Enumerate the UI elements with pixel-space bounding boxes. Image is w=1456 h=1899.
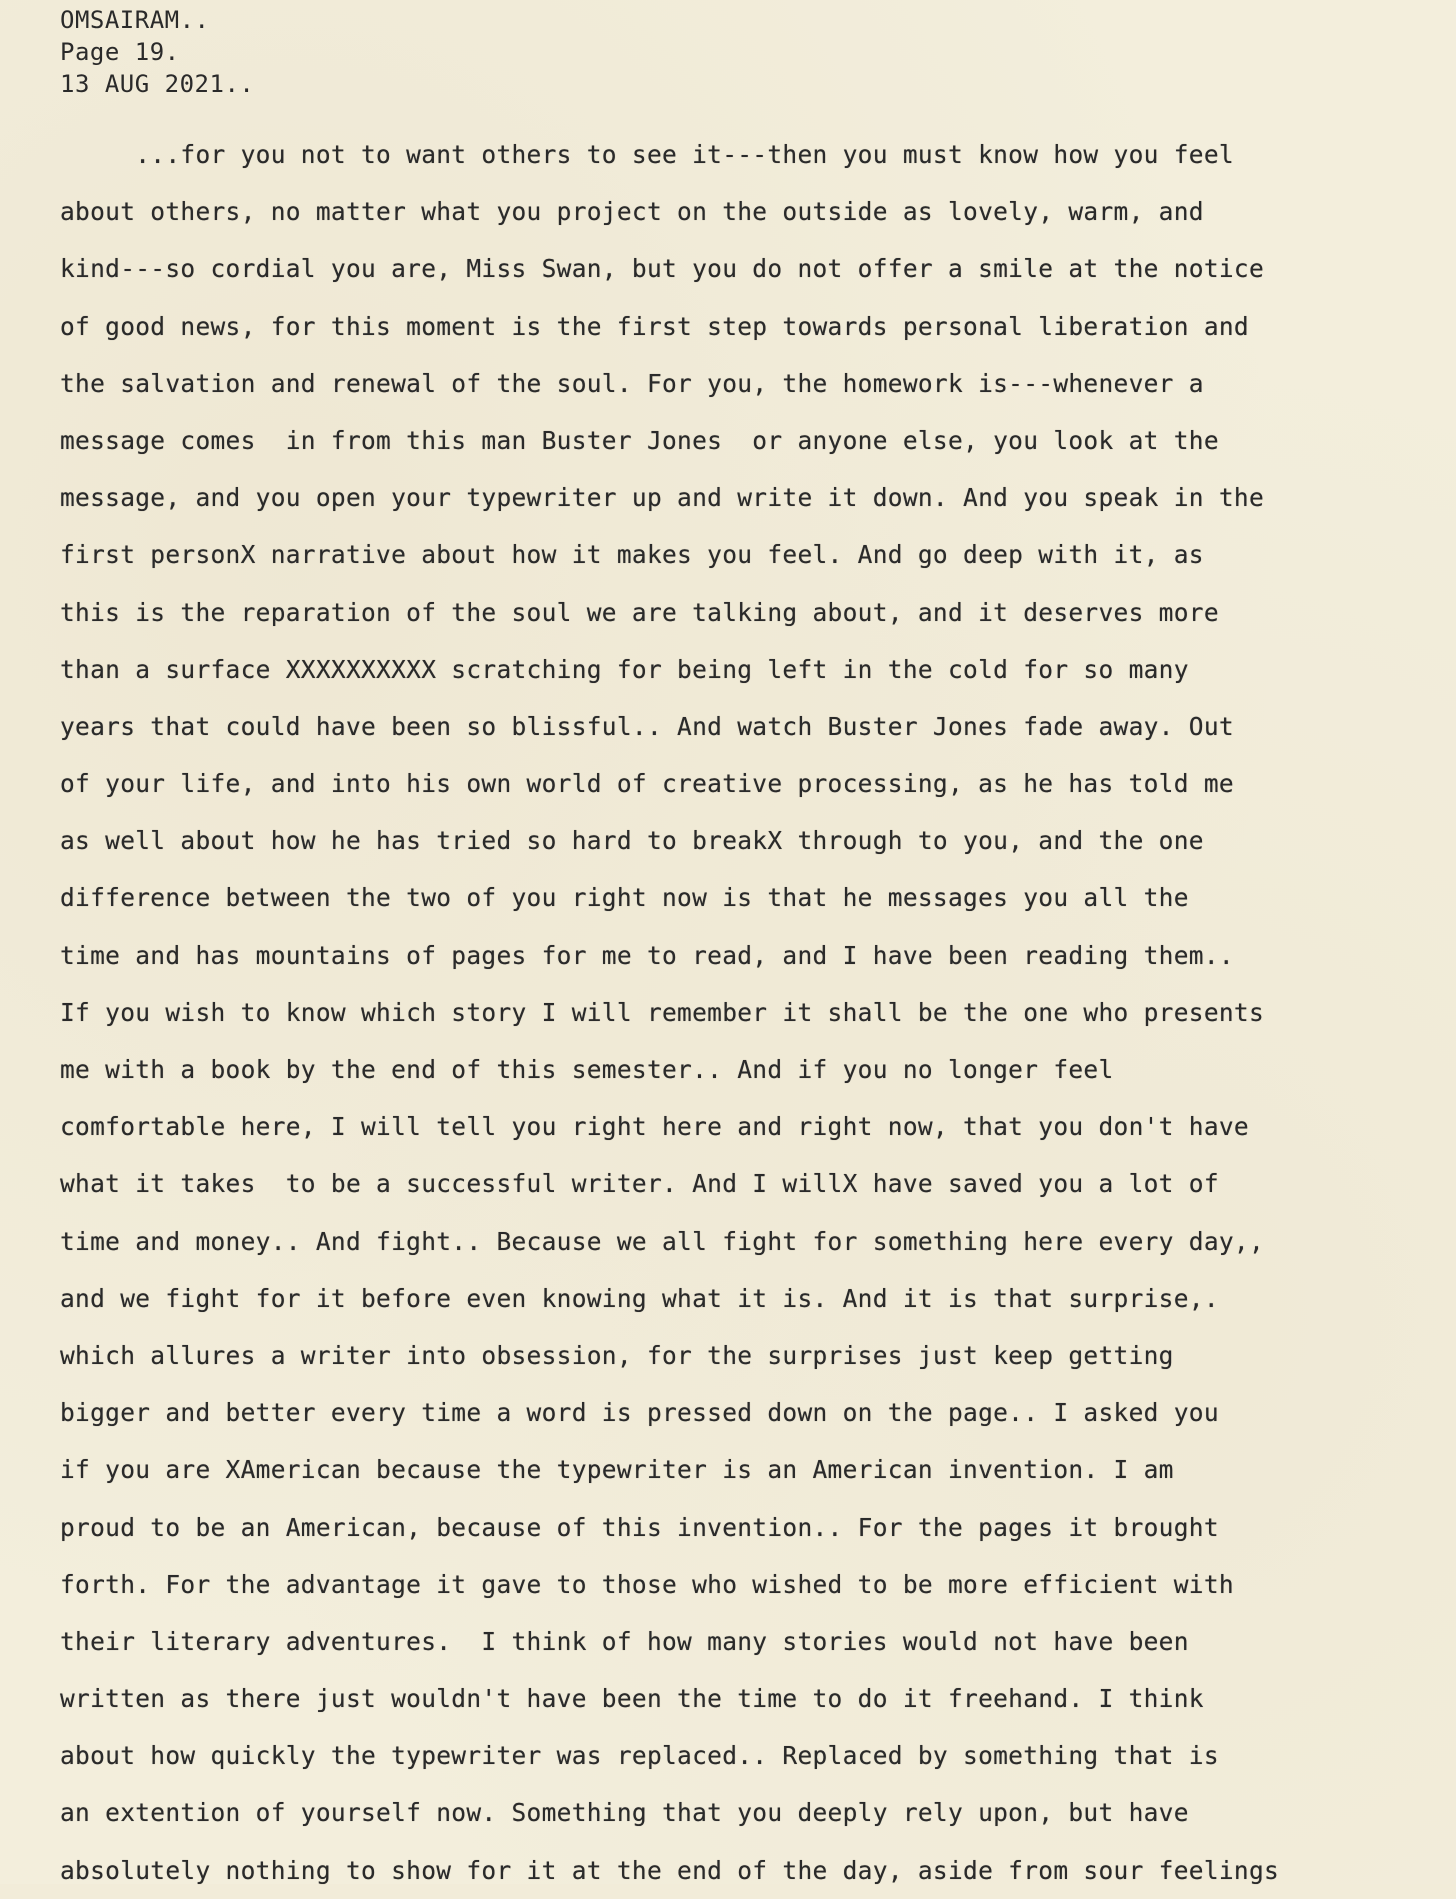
text-line: message comes in from this man Buster Jones or anyone else, you look at the xyxy=(60,425,1219,455)
text-line: time and money.. And fight.. Because we all fight for something here every day,, xyxy=(60,1226,1265,1256)
text-line: If you wish to know which story I will remember it shall be the one who presents xyxy=(60,997,1265,1027)
text-line: me with a book by the end of this semester.. And if you no longer feel xyxy=(60,1055,1114,1084)
page-number: Page 19. xyxy=(60,38,180,66)
page-date: 13 AUG 2021.. xyxy=(60,70,255,98)
text-line: their literary adventures. I think of how many stories would not have been xyxy=(60,1626,1189,1656)
text-line: and we fight for it before even knowing what it is. And it is that surprise,. xyxy=(60,1283,1219,1313)
text-line: first personX narrative about how it makes you feel. And go deep with it, as xyxy=(60,540,1204,570)
text-line: comfortable here, I will tell you right here and right now, that you don't have xyxy=(60,1112,1249,1142)
text-line: written as there just wouldn't have been the time to do it freehand. I think xyxy=(60,1684,1204,1714)
text-line: the salvation and renewal of the soul. For you, the homework is---whenever a xyxy=(60,368,1204,398)
text-line: difference between the two of you right now is that he messages you all the xyxy=(60,883,1189,913)
text-line: as well about how he has tried so hard to breakX through to you, and the one xyxy=(60,826,1204,856)
text-line: time and has mountains of pages for me to read, and I have been reading them.. xyxy=(60,940,1234,970)
page-header xyxy=(60,4,254,100)
text-line: of your life, and into his own world of creative processing, as he has told me xyxy=(60,769,1234,799)
body-text xyxy=(60,126,1450,1899)
text-line: proud to be an American, because of this invention.. For the pages it brought xyxy=(60,1512,1219,1542)
text-line: which allures a writer into obsession, for the surprises just keep getting xyxy=(60,1340,1174,1370)
text-line: years that could have been so blissful.. And watch Buster Jones fade away. Out xyxy=(60,711,1234,741)
text-line: this is the reparation of the soul we are talking about, and it deserves more xyxy=(60,597,1219,627)
text-line: if you are XAmerican because the typewriter is an American invention. I am xyxy=(60,1455,1174,1485)
header-greeting: OMSAIRAM.. xyxy=(60,6,210,34)
text-line: absolutely nothing to show for it at the end of the day, aside from sour feelings xyxy=(60,1855,1280,1885)
text-line: about how quickly the typewriter was replaced.. Replaced by something that is xyxy=(60,1741,1219,1771)
text-line: bigger and better every time a word is pressed down on the page.. I asked you xyxy=(60,1398,1219,1428)
text-line: what it takes to be a successful writer. And I willX have saved you a lot of xyxy=(60,1169,1219,1199)
text-line: forth. For the advantage it gave to those who wished to be more efficient with xyxy=(60,1569,1234,1599)
text-line: of good news, for this moment is the first step towards personal liberation and xyxy=(60,311,1249,341)
text-line: ...for you not to want others to see it---then you must know how you feel xyxy=(60,140,1234,169)
text-line: about others, no matter what you project on the outside as lovely, warm, and xyxy=(60,197,1204,227)
text-line: an extention of yourself now. Something that you deeply rely upon, but have xyxy=(60,1798,1189,1828)
text-line: than a surface XXXXXXXXXX scratching for being left in the cold for so many xyxy=(60,654,1189,684)
text-line: message, and you open your typewriter up and write it down. And you speak in the xyxy=(60,483,1265,513)
text-line: kind---so cordial you are, Miss Swan, but you do not offer a smile at the notice xyxy=(60,254,1265,284)
